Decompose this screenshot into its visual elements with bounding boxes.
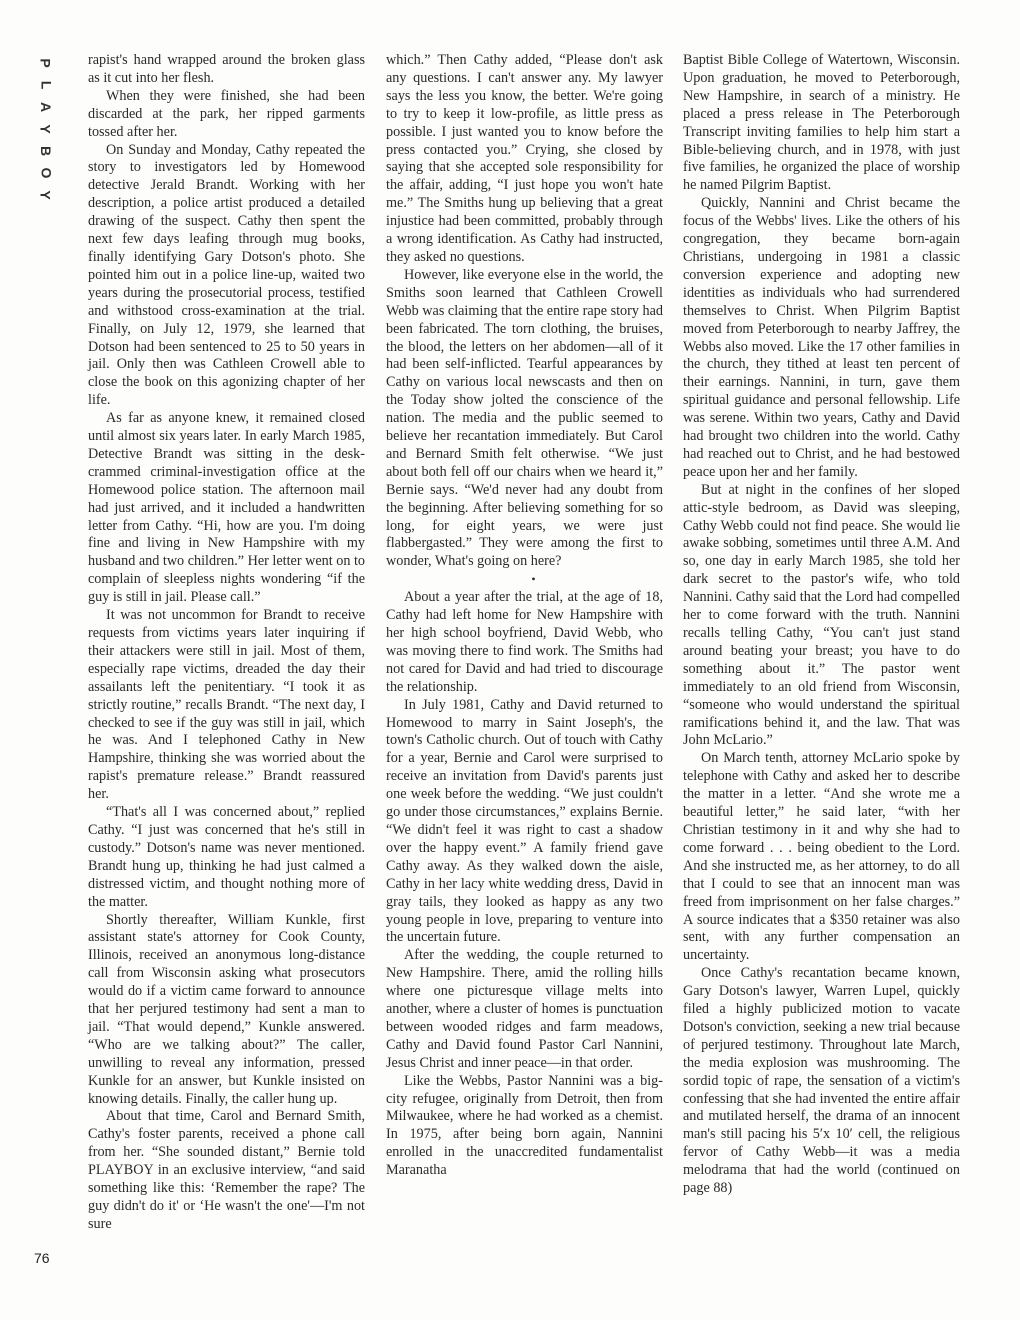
paragraph: About a year after the trial, at the age of 18, Cathy had left home for New Hampshire with her high school boyfriend, David Webb, who was moving there to find work. The Smiths had not cared for David and had tried to discourage the relationship.: [386, 589, 663, 695]
paragraph: As far as anyone knew, it remained closed until almost six years later. In early March 1985, Detective Brandt was sitting in the desk-crammed criminal-investigation office at the Homewood police station. The afternoon mail had just arrived, and it included a handwritten letter from Cathy. “Hi, how are you. I'm doing fine and living in New Hampshire with my husband and two children.” Her letter went on to complain of sleepless nights wondering “if the guy is still in jail. Please call.”: [88, 410, 365, 606]
paragraph: Like the Webbs, Pastor Nannini was a big-city refugee, originally from Detroit, then from Milwaukee, where he had worked as a chemist. In 1975, after being born again, Nannini enrolled in the unaccredited fundamentalist Maranatha: [386, 1072, 663, 1179]
text-column-3: [683, 52, 960, 1198]
running-head: [34, 52, 58, 206]
running-head-letter: A: [38, 101, 54, 113]
paragraph: After the wedding, the couple returned to New Hampshire. There, amid the rolling hills where one picturesque village melts into another, where a cluster of homes is punctuation between wooded ridges and farm meadows, Cathy and David found Pastor Carl Nannini, Jesus Christ and inner peace—in that order.: [386, 947, 663, 1071]
running-head-letter: P: [38, 58, 54, 68]
paragraph: About that time, Carol and Bernard Smith, Cathy's foster parents, received a phone call from her. “She sounded distant,” Bernie told PLAYBOY in an exclusive interview, “and said something like this: ‘Remember the rape? The guy didn't do it' or ‘He wasn't the one'—I'm not sure: [88, 1108, 365, 1232]
paragraph: On March tenth, attorney McLario spoke by telephone with Cathy and asked her to describe the matter in a letter. “And she wrote me a beautiful letter,” he said later, “with her Christian testimony in it and why she had to come forward . . . being obedient to the Lord. And she instructed me, as her attorney, to do all that I could to see that an innocent man was freed from imprisonment on her false charges.” A source indicates that a $350 retainer was also sent, with any further compensation an uncertainty.: [683, 750, 960, 964]
paragraph: But at night in the confines of her sloped attic-style bedroom, as David was sleeping, Cathy Webb could not find peace. She would lie awake sobbing, sometimes until three A.M. And so, one day in early March 1985, she told her dark secret to the pastor's wife, who told Nannini. Cathy said that the Lord had compelled her to come forward with the truth. Nannini recalls telling Cathy, “You can't just stand around beating your breast; you have to do something about it.” The pastor went immediately to an old friend from Wisconsin, “someone who would understand the spiritual ramifications behind it, and the law. That was John McLario.”: [683, 481, 960, 749]
paragraph: Shortly thereafter, William Kunkle, first assistant state's attorney for Cook County, Illinois, received an anonymous long-distance call from Wisconsin asking what prosecutors would do if a victim came forward to announce that her perjured testimony had sent a man to jail. “That would depend,” Kunkle answered. “Who are we talking about?” The caller, unwilling to reveal any information, pressed Kunkle for an answer, but Kunkle insisted on knowing details. Finally, the caller hung up.: [88, 911, 365, 1107]
paragraph: On Sunday and Monday, Cathy repeated the story to investigators led by Homewood detective Jerald Brandt. Working with her description, a police artist produced a detailed drawing of the suspect. Cathy then spent the next few days leafing through mug books, finally identifying Gary Dotson's photo. She pointed him out in a police line-up, waited two years during the prosecutorial process, testified and withstood cross-examination at the trial. Finally, on July 12, 1979, she learned that Dotson had been sentenced to 25 to 50 years in jail. Only then was Cathleen Crowell able to close the book on this agonizing chapter of her life.: [88, 141, 365, 409]
running-head-letter: L: [38, 80, 54, 90]
page-number: 76: [34, 1250, 50, 1266]
paragraph: which.” Then Cathy added, “Please don't ask any questions. I can't answer any. My lawyer says the less you know, the better. We're going to try to keep it low-profile, as little press as possible. I just wanted you to know before the press contacted you.” Crying, she closed by saying that she accepted sole responsibility for the affair, adding, “I just hope you won't hate me.” The Smiths hung up believing that a great injustice had been committed, probably through a wrong identification. As Cathy had instructed, they asked no questions.: [386, 52, 663, 265]
text-column-2: [386, 52, 663, 1180]
paragraph: Quickly, Nannini and Christ became the focus of the Webbs' lives. Like the others of his congregation, they became born-again Christians, undergoing in 1981 a classic conversion experience and adopting new identities as individuals who had surrendered themselves to Christ. When Pilgrim Baptist moved from Peterborough to nearby Jaffrey, the Webbs also moved. Like the 17 other families in the church, they tithed at least ten percent of their earnings. Nannini, in turn, gave them spiritual guidance and personal fellowship. Life was serene. Within two years, Cathy and David had brought two children into the world. Cathy had reached out to Christ, and he had bestowed peace upon her and her family.: [683, 195, 960, 480]
running-head-letter: O: [37, 167, 54, 179]
paragraph: rapist's hand wrapped around the broken glass as it cut into her flesh.: [88, 52, 365, 86]
paragraph: “That's all I was concerned about,” replied Cathy. “I just was concerned that he's still in custody.” Dotson's name was never mentioned. Brandt hung up, thinking he had just calmed a distressed victim, and thought nothing more of the matter.: [88, 804, 365, 910]
running-head-letter: Y: [38, 190, 54, 200]
paragraph: However, like everyone else in the world, the Smiths soon learned that Cathleen Crowell Webb was claiming that the entire rape story had been fabricated. The torn clothing, the bruises, the blood, the letters on her abdomen—all of it had been self-inflicted. Tearful appearances by Cathy on various local newscasts and then on the Today show jolted the conscience of the nation. The media and the public seemed to believe her recantation immediately. But Carol and Bernard Smith felt otherwise. “We just about both fell off our chairs when we heard it,” Bernie says. “We'd never had any doubt from the beginning. After believing something for so long, for eight years, we were just flabbergasted.” They were among the first to wonder, What's going on here?: [386, 266, 663, 570]
running-head-letter: B: [38, 145, 54, 157]
paragraph: When they were finished, she had been discarded at the park, her ripped garments tossed after her.: [88, 87, 365, 140]
section-break-bullet: •: [531, 572, 536, 587]
text-column-1: [88, 52, 365, 1234]
paragraph: In July 1981, Cathy and David returned to Homewood to marry in Saint Joseph's, the town's Catholic church. Out of touch with Cathy for a year, Bernie and Carol were surprised to receive an invitation from David's parents just one week before the wedding. “We just couldn't go under those circumstances,” explains Bernie. “We didn't feel it was right to cast a shadow over the happy event.” A family friend gave Cathy away. As they walked down the aisle, Cathy in her lacy white wedding dress, David in gray tails, they looked as happy as any two young people in love, preparing to venture into the uncertain future.: [386, 696, 663, 946]
paragraph: Baptist Bible College of Watertown, Wisconsin. Upon graduation, he moved to Peterborough, New Hampshire, in search of a ministry. He placed a press release in The Peterborough Transcript inviting families to help him start a Bible-believing church, and in 1978, with just five families, he organized the place of worship he named Pilgrim Baptist.: [683, 52, 960, 194]
paragraph: Once Cathy's recantation became known, Gary Dotson's lawyer, Warren Lupel, quickly filed a highly publicized motion to vacate Dotson's conviction, seeking a new trial because of perjured testimony. Throughout late March, the media explosion was mushrooming. The sordid topic of rape, the sensation of a victim's confessing that she had invented the entire affair and mutilated herself, the drama of an innocent man's still pacing his 5′x 10′ cell, the religious fervor of Cathy Webb—it was a media melodrama that had the world (continued on page 88): [683, 965, 960, 1197]
running-head-letter: Y: [38, 124, 54, 134]
paragraph: It was not uncommon for Brandt to receive requests from victims years later inquiring if their attackers were still in jail. Most of them, especially rape victims, dreaded the day their assailants left the penitentiary. “I took it as strictly routine,” recalls Brandt. “The next day, I checked to see if the guy was still in jail, which he was. And I telephoned Cathy in New Hampshire, thinking she was worried about the rapist's premature release.” Brandt reassured her.: [88, 607, 365, 803]
